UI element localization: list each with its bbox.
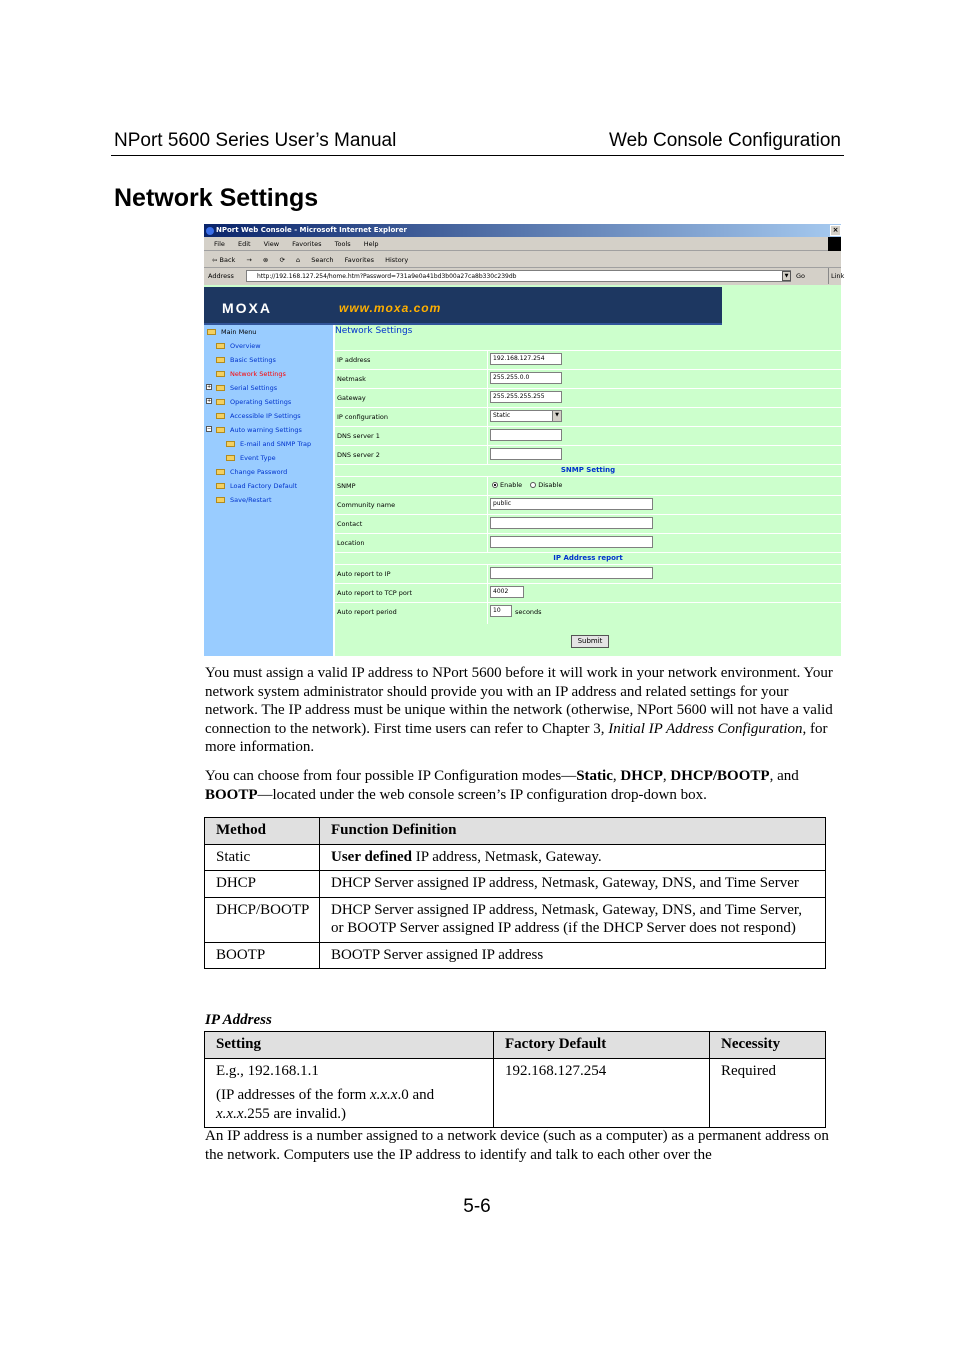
folder-icon <box>216 413 225 419</box>
sidebar-root[interactable]: Main Menu <box>207 328 256 336</box>
snmp-disable-label: Disable <box>538 481 563 489</box>
refresh-icon[interactable]: ⟳ <box>279 256 285 264</box>
sidebar-item-operating-settings[interactable]: + Operating Settings <box>207 398 292 406</box>
folder-icon <box>226 441 235 447</box>
sidebar-item-event-type[interactable]: Event Type <box>226 454 276 462</box>
netmask-label: Netmask <box>337 375 366 383</box>
browser-toolbar <box>204 252 841 268</box>
row-location <box>335 533 841 552</box>
ip-address-input[interactable]: 192.168.127.254 <box>490 353 562 365</box>
address-input[interactable]: http://192.168.127.254/home.htm?Password=731a9e0a41bd3b00a27ca8b330c239db <box>246 270 791 282</box>
row-community <box>335 495 841 514</box>
method-table <box>204 817 826 969</box>
sidebar-item-auto-warning[interactable]: − Auto warning Settings <box>207 426 302 434</box>
ip-address-table <box>204 1031 826 1128</box>
autoreport-port-label: Auto report to TCP port <box>337 589 413 597</box>
setting-note: (IP addresses of the form x.x.x.0 and x.x.x.255 are invalid.) <box>216 1087 435 1122</box>
autoreport-period-label: Auto report period <box>337 608 397 616</box>
web-page-area <box>204 285 841 656</box>
necessity-header: Necessity <box>710 1032 826 1059</box>
table-row <box>205 1058 826 1128</box>
chevron-down-icon[interactable]: ▼ <box>552 411 561 421</box>
snmp-enable-label: Enable <box>500 481 523 489</box>
submit-button[interactable]: Submit <box>571 635 609 648</box>
ip-report-section-header: IP Address report <box>335 552 841 564</box>
row-dns1 <box>335 426 841 445</box>
sidebar-item-network-settings[interactable]: Network Settings <box>216 370 286 378</box>
home-icon[interactable]: ⌂ <box>295 256 301 264</box>
autoreport-ip-input[interactable] <box>490 567 653 579</box>
snmp-section-header: SNMP Setting <box>335 464 841 476</box>
expand-icon[interactable]: + <box>207 384 212 390</box>
dns1-label: DNS server 1 <box>337 432 380 440</box>
expand-icon[interactable]: + <box>207 398 212 404</box>
running-header-chapter: Web Console Configuration <box>608 130 841 151</box>
factory-default-value: 192.168.127.254 <box>494 1058 710 1128</box>
ip-config-label: IP configuration <box>337 413 389 421</box>
row-autoreport-ip <box>335 564 841 583</box>
row-autoreport-period <box>335 602 841 624</box>
table-row: Static User defined IP address, Netmask, Gateway. <box>205 844 826 871</box>
row-contact <box>335 514 841 533</box>
folder-open-icon <box>216 427 225 433</box>
paragraph-ip-modes: You can choose from four possible IP Configuration modes—Static, DHCP, DHCP/BOOTP, and BOOTP—located under the web console screen’s IP configuration drop-down box. <box>205 768 799 803</box>
windows-throbber-icon <box>828 237 841 251</box>
community-label: Community name <box>337 501 396 509</box>
netmask-input[interactable]: 255.255.0.0 <box>490 372 562 384</box>
sidebar-item-change-password[interactable]: Change Password <box>216 468 287 476</box>
gateway-input[interactable]: 255.255.255.255 <box>490 391 562 403</box>
folder-icon <box>216 497 225 503</box>
row-autoreport-port <box>335 583 841 602</box>
contact-input[interactable] <box>490 517 653 529</box>
close-icon[interactable]: × <box>830 225 841 236</box>
banner-url: www.moxa.com <box>339 301 442 315</box>
browser-menubar <box>204 237 841 251</box>
row-ip-address <box>335 350 841 369</box>
menu-view[interactable]: View <box>263 240 280 248</box>
gateway-label: Gateway <box>337 394 366 402</box>
seconds-label: seconds <box>515 608 542 616</box>
setting-example: E.g., 192.168.1.1 <box>216 1062 319 1079</box>
web-console-screenshot <box>204 224 845 656</box>
running-header-title: NPort 5600 Series User’s Manual <box>114 130 397 151</box>
page-number: 5-6 <box>463 1196 491 1217</box>
address-bar <box>204 268 845 284</box>
sidebar-item-serial-settings[interactable]: + Serial Settings <box>207 384 278 392</box>
row-dns2 <box>335 445 841 464</box>
back-button[interactable]: ⇦ Back <box>212 256 236 264</box>
moxa-logo: MOXA <box>222 300 272 316</box>
function-definition-header: Function Definition <box>320 818 826 845</box>
sidebar-item-load-factory[interactable]: Load Factory Default <box>216 482 297 490</box>
row-ip-config <box>335 407 841 426</box>
snmp-disable-radio[interactable] <box>530 482 536 488</box>
contact-label: Contact <box>337 520 363 528</box>
snmp-label: SNMP <box>337 482 356 490</box>
ip-config-select[interactable]: Static ▼ <box>490 410 562 422</box>
go-button[interactable]: Go <box>796 272 806 280</box>
autoreport-period-input[interactable]: 10 <box>490 605 512 617</box>
collapse-icon[interactable]: − <box>207 426 212 432</box>
setting-header: Setting <box>205 1032 494 1059</box>
table-row: DHCP/BOOTP DHCP Server assigned IP address, Netmask, Gateway, DNS, and Time Server, or BOOTP Server assigned IP address (if the DHCP Server does not respond) <box>205 897 826 942</box>
method-header: Method <box>205 818 320 845</box>
table-row: DHCP DHCP Server assigned IP address, Netmask, Gateway, DNS, and Time Server <box>205 871 826 898</box>
snmp-enable-radio[interactable] <box>492 482 498 488</box>
folder-icon <box>216 385 225 391</box>
folder-icon <box>216 483 225 489</box>
folder-icon <box>216 469 225 475</box>
stop-icon[interactable]: ⊗ <box>262 256 269 264</box>
menu-edit[interactable]: Edit <box>237 240 251 248</box>
search-button[interactable]: Search <box>311 256 334 264</box>
menu-file[interactable]: File <box>214 240 225 248</box>
menu-help[interactable]: Help <box>363 240 379 248</box>
dns2-input[interactable] <box>490 448 562 460</box>
necessity-value: Required <box>710 1058 826 1128</box>
history-button[interactable]: History <box>385 256 409 264</box>
content-title: Network Settings <box>335 326 413 336</box>
address-label: Address <box>208 272 234 280</box>
dns1-input[interactable] <box>490 429 562 441</box>
header-rule <box>111 155 844 156</box>
sidebar-item-overview[interactable]: Overview <box>216 342 261 350</box>
factory-default-header: Factory Default <box>494 1032 710 1059</box>
folder-icon <box>207 329 216 335</box>
ip-address-label: IP address <box>337 356 371 364</box>
ie-icon <box>206 227 214 235</box>
autoreport-ip-label: Auto report to IP <box>337 570 391 578</box>
row-gateway <box>335 388 841 407</box>
section-heading: Network Settings <box>114 184 319 212</box>
favorites-button[interactable]: Favorites <box>344 256 374 264</box>
location-input[interactable] <box>490 536 653 548</box>
forward-button[interactable]: → <box>246 256 252 264</box>
ip-address-caption: IP Address <box>205 1012 272 1028</box>
window-titlebar <box>204 224 841 237</box>
sidebar-item-save-restart[interactable]: Save/Restart <box>216 496 272 504</box>
menu-tools[interactable]: Tools <box>334 240 351 248</box>
dns2-label: DNS server 2 <box>337 451 380 459</box>
folder-icon <box>216 357 225 363</box>
paragraph-ip-assignment: You must assign a valid IP address to NPort 5600 before it will work in your network environment. Your network system administrator should provide you with an IP address and related settings for your network. The IP address must be unique within the network (otherwise, NPort 5600 will not have a valid connection to the network). First time users can refer to Chapter 3, Initial IP Address Configuration, for more information. <box>205 665 833 755</box>
folder-icon <box>216 371 225 377</box>
sidebar-menu <box>204 325 333 656</box>
folder-icon <box>216 343 225 349</box>
sidebar-item-basic-settings[interactable]: Basic Settings <box>216 356 276 364</box>
links-button[interactable]: Link <box>828 268 844 284</box>
sidebar-item-accessible-ip[interactable]: Accessible IP Settings <box>216 412 301 420</box>
chevron-down-icon[interactable]: ▼ <box>782 271 791 281</box>
window-title: NPort Web Console - Microsoft Internet Explorer <box>216 226 407 234</box>
row-snmp <box>335 476 841 495</box>
paragraph-ip-definition: An IP address is a number assigned to a network device (such as a computer) as a permanent address on the network. Computers use the IP address to identify and talk to each other over the <box>205 1128 829 1163</box>
location-label: Location <box>337 539 365 547</box>
folder-icon <box>216 399 225 405</box>
moxa-banner <box>204 287 722 323</box>
sidebar-item-email-snmp[interactable]: E-mail and SNMP Trap <box>226 440 311 448</box>
row-netmask <box>335 369 841 388</box>
table-row: BOOTP BOOTP Server assigned IP address <box>205 942 826 969</box>
folder-icon <box>226 455 235 461</box>
menu-favorites[interactable]: Favorites <box>292 240 322 248</box>
community-input[interactable]: public <box>490 498 653 510</box>
autoreport-port-input[interactable]: 4002 <box>490 586 524 598</box>
